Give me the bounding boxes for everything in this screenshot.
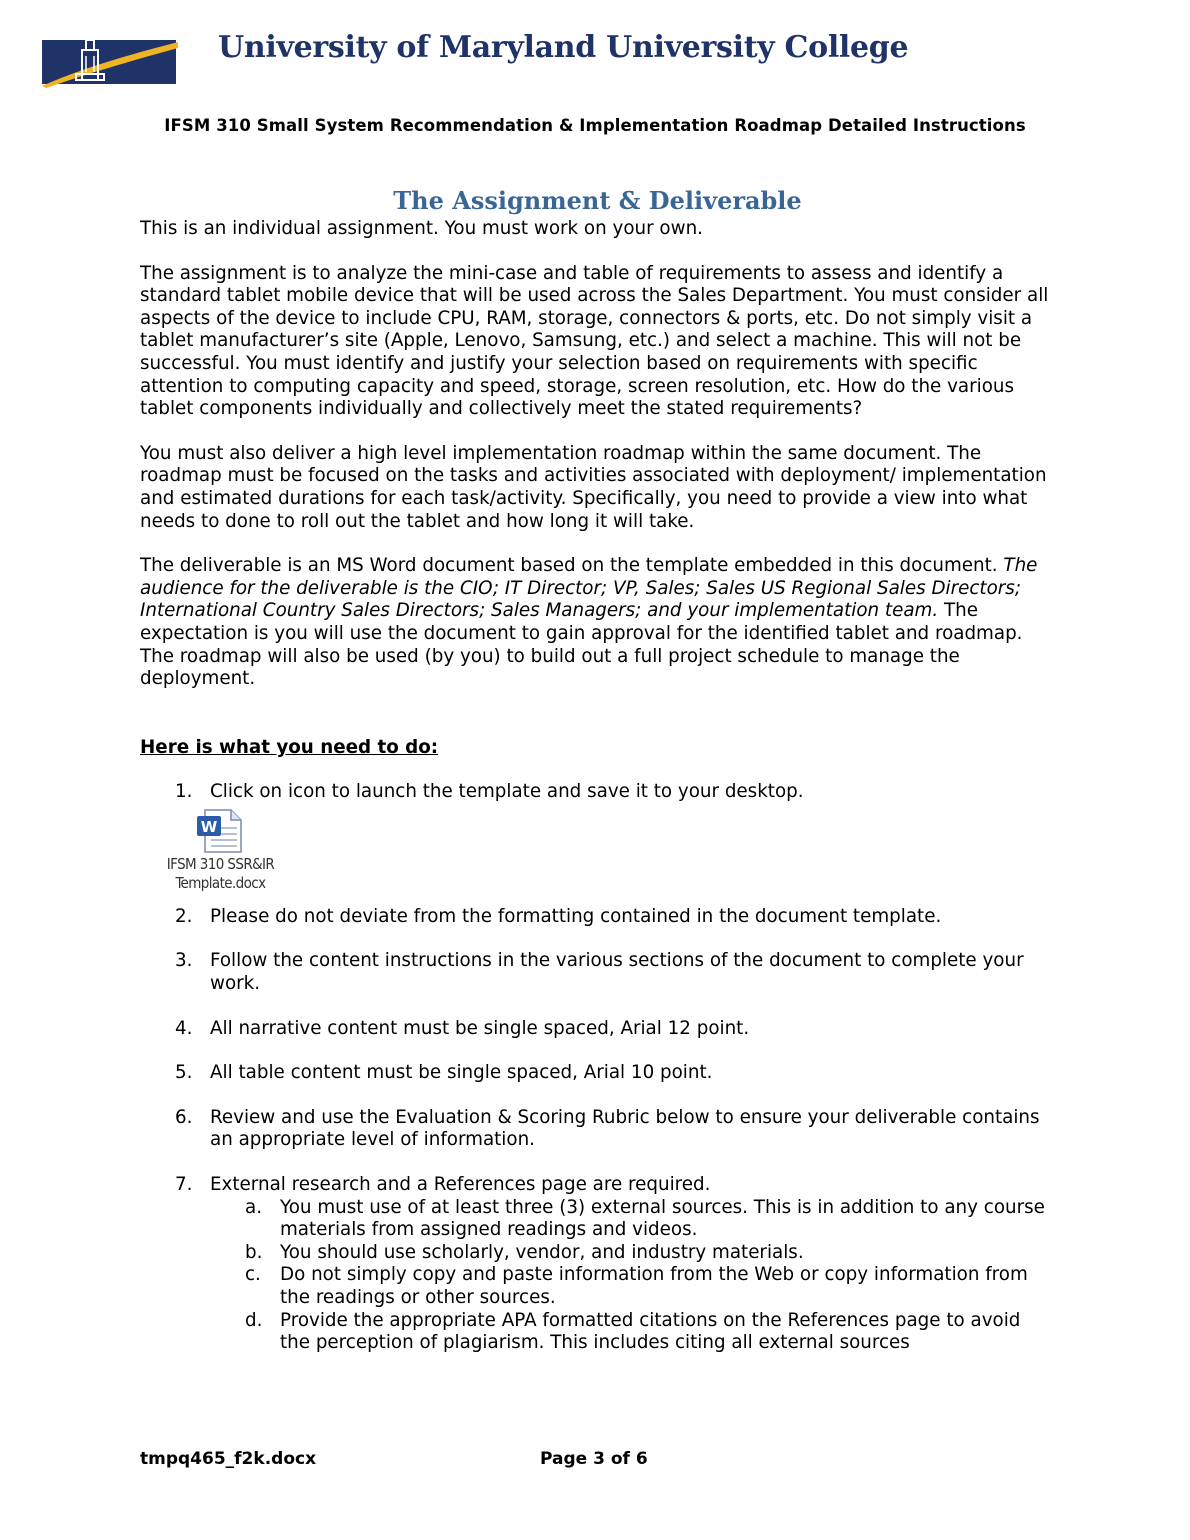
deliverable-text-a: The deliverable is an MS Word document based on the template embedded in this document. — [140, 555, 1004, 577]
sub-list-text: Do not simply copy and paste information from the Web or copy information from the readings or other sources. — [280, 1264, 1028, 1308]
steps-list-continued — [140, 906, 1055, 1355]
list-text: Click on icon to launch the template and save it to your desktop. — [210, 781, 804, 803]
list-number: 5. — [175, 1062, 193, 1084]
logo-text: University of Maryland University College — [218, 30, 909, 65]
list-item — [140, 1174, 1055, 1355]
paragraph-deliverable — [140, 555, 1055, 691]
list-text: All narrative content must be single spaced, Arial 12 point. — [210, 1017, 750, 1039]
section-title: The Assignment & Deliverable — [393, 186, 802, 215]
sub-list-text: You should use scholarly, vendor, and industry materials. — [280, 1241, 804, 1263]
todo-heading: Here is what you need to do: — [140, 736, 439, 758]
list-item — [140, 1062, 1055, 1085]
sub-list-letter: b. — [245, 1241, 263, 1263]
list-item — [140, 1107, 1055, 1152]
sub-list-text: Provide the appropriate APA formatted citations on the References page to avoid the perception of plagiarism. This includes citing all external sources — [280, 1309, 1021, 1354]
list-text: Review and use the Evaluation & Scoring Rubric below to ensure your deliverable contains an appropriate level of information. — [210, 1106, 1040, 1151]
list-text: All table content must be single spaced, Arial 10 point. — [210, 1062, 713, 1084]
template-filename[interactable] — [148, 855, 293, 893]
template-attachment[interactable] — [140, 808, 1055, 896]
paragraph-individual: This is an individual assignment. You must work on your own. — [140, 218, 703, 239]
list-item — [140, 950, 1055, 995]
sub-list-item — [210, 1310, 1055, 1355]
sub-steps-list — [210, 1197, 1055, 1355]
sub-list-letter: d. — [245, 1309, 263, 1331]
university-logo — [42, 28, 909, 92]
template-filename-line2: Template.docx — [175, 873, 266, 892]
word-document-icon[interactable] — [195, 808, 245, 854]
sub-list-letter: a. — [245, 1196, 263, 1218]
sub-list-text: You must use of at least three (3) external sources. This is in addition to any course materials from assigned readings and videos. — [280, 1196, 1045, 1241]
sub-list-item — [210, 1197, 1055, 1242]
list-text: Follow the content instructions in the various sections of the document to complete your work. — [210, 950, 1024, 995]
template-filename-line1: IFSM 310 SSR&IR — [166, 854, 275, 873]
list-number: 6. — [175, 1106, 193, 1128]
paragraph-assignment: The assignment is to analyze the mini-case and table of requirements to assess and identify a standard tablet mobile device that will be used across the Sales Department. You must consider all aspects of the device to include CPU, RAM, storage, connectors & ports, etc. Do not simply visit a tablet manufacturer’s site (Apple, Lenovo, Samsung, etc.) and select a machine. This will not be successful. You must identify and justify your selection based on requirements with specific attention to computing capacity and speed, storage, screen resolution, etc. How do the various tablet components individually and collectively meet the stated requirements? — [140, 262, 1049, 420]
list-item — [140, 781, 1055, 804]
list-item — [140, 1018, 1055, 1041]
list-number: 2. — [175, 905, 193, 927]
sub-list-item — [210, 1264, 1055, 1309]
list-text: External research and a References page are required. — [210, 1174, 711, 1196]
paragraph-roadmap: You must also deliver a high level implementation roadmap within the same document. The roadmap must be focused on the tasks and activities associated with deployment/ implementation and estimated durations for each task/activity. Specifically, you need to provide a view into what needs to done to roll out the tablet and how long it will take. — [140, 442, 1047, 532]
svg-text:W: W — [200, 817, 218, 836]
list-number: 7. — [175, 1174, 193, 1196]
sub-list-item — [210, 1242, 1055, 1265]
page-content — [140, 184, 1055, 1377]
sub-list-letter: c. — [245, 1264, 261, 1286]
list-number: 3. — [175, 950, 193, 972]
document-header-title: IFSM 310 Small System Recommendation & Implementation Roadmap Detailed Instructions — [164, 116, 1026, 135]
deliverable-audience: The audience for the deliverable is the CIO; IT Director; VP, Sales; Sales US Regional Sales Directors; International Country Sales Directors; Sales Managers; and your implementation team. — [140, 555, 1038, 622]
umuc-logo-emblem-icon — [42, 28, 182, 92]
footer-filename: tmpq465_f2k.docx — [140, 1449, 317, 1469]
steps-list — [140, 781, 1055, 804]
footer-page-number: Page 3 of 6 — [540, 1449, 648, 1469]
list-item — [140, 906, 1055, 929]
list-text: Please do not deviate from the formatting contained in the document template. — [210, 905, 942, 927]
deliverable-text-c: The expectation is you will use the document to gain approval for the identified tablet and roadmap. The roadmap will also be used (by you) to build out a full project schedule to manage the deployment. — [140, 600, 1023, 690]
list-number: 4. — [175, 1017, 193, 1039]
list-number: 1. — [175, 781, 193, 803]
